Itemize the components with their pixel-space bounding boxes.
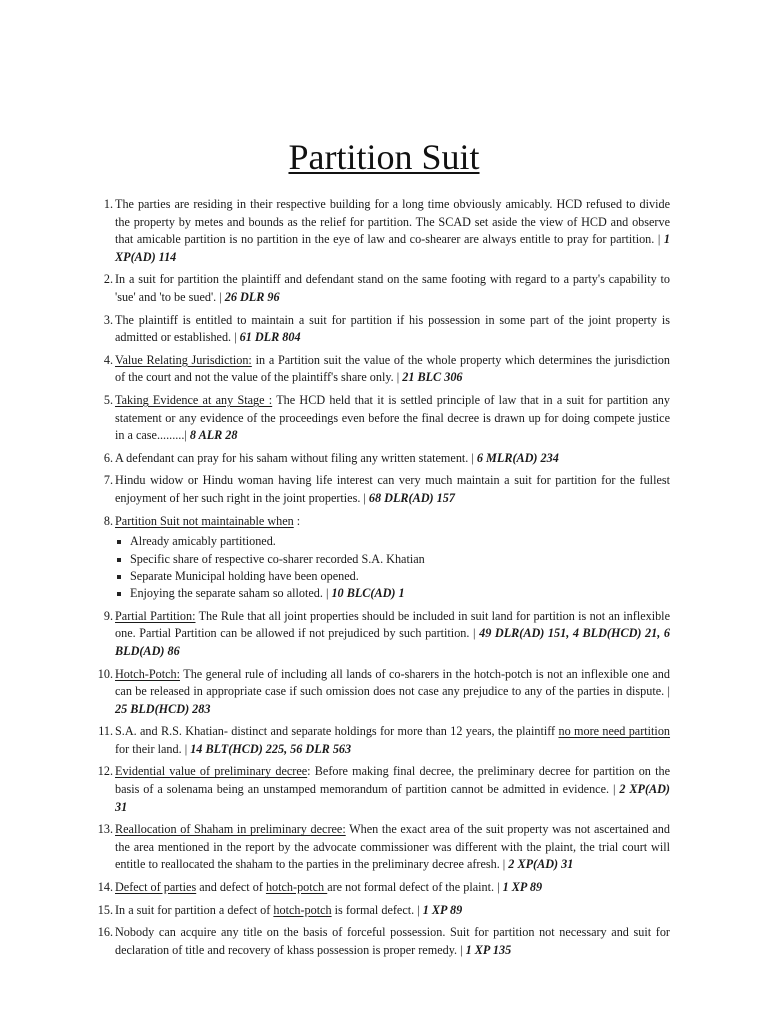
item-number: 7. [103,473,113,488]
bullet-text: Separate Municipal holding have been opened. [130,568,359,583]
case-law-list [97,196,671,964]
item-heading: Taking Evidence at any Stage : [115,392,273,407]
item-text: The Rule that all joint properties should be included in suit land for partition is not an inflexible one. Partial Partition can be allowed if not prejudiced by such partition. | [115,608,670,641]
item-number: 9. [103,608,113,623]
list-item [97,666,670,719]
list-item [97,763,670,816]
citation: 8 ALR 28 [189,428,238,443]
citation: 68 DLR(AD) 157 [368,490,455,505]
citation: 6 MLR(AD) 234 [476,450,559,465]
list-item [97,879,670,897]
list-item [103,472,670,507]
item-underlined-phrase: hotch-potch [273,902,332,917]
list-item [97,821,670,874]
list-item [97,924,670,959]
item-number: 5. [103,392,113,407]
citation: 1 XP 89 [422,902,463,917]
item-number: 10. [97,666,113,681]
item-number: 11. [98,724,113,739]
item-number: 8. [103,513,113,528]
citation: 2 XP(AD) 31 [508,857,574,872]
list-item [103,450,670,468]
list-item [103,352,670,387]
item-number: 3. [103,312,113,327]
item-number: 13. [97,822,113,837]
citation: 21 BLC 306 [402,370,463,385]
item-number: 1. [103,197,113,211]
item-number: 16. [97,925,113,940]
item-heading: Partial Partition: [115,608,196,623]
bullet-list [115,533,670,603]
bullet-text: Specific share of respective co-sharer recorded S.A. Khatian [130,551,425,566]
item-heading: Defect of parties [115,880,197,895]
bullet-item [115,568,670,585]
citation: 49 DLR(AD) 151, 4 BLD(HCD) 21, 6 BLD(AD) 86 [115,626,670,658]
list-item [103,271,670,306]
item-heading: Hotch-Potch: [115,666,180,681]
item-text-continued: for their land. | [115,741,191,756]
item-heading: Value Relating Jurisdiction: [115,352,252,367]
bullet-item [115,533,670,550]
list-item [103,196,670,266]
item-text: Nobody can acquire any title on the basis of forceful possession. Suit for partition not necessary and suit for declaration of title and recovery of khass possession is proper remedy. | [115,925,670,957]
item-text: In a suit for partition a defect of [115,902,274,917]
citation: 61 DLR 804 [239,330,301,345]
item-heading: Partition Suit not maintainable when [115,513,294,528]
citation: 26 DLR 96 [224,289,280,304]
item-number: 14. [97,880,113,895]
item-text-continued: is formal defect. | [331,902,423,917]
item-text: The general rule of including all lands of co-sharers in the hotch-potch is not an inflexible one and can be released in appropriate case if such omission does not case any prejudice to any of the parties in dispute. | [115,666,670,699]
item-number: 12. [97,764,113,779]
citation: 10 BLC(AD) 1 [331,586,405,601]
item-text-continued: are not formal defect of the plaint. | [327,880,503,895]
item-text: The parties are residing in their respective building for a long time obviously amicably. HCD refused to divide the property by metes and bounds as the relief for partition. The SCAD set aside the view of HCD and observe that amicable partition is no partition in the eye of law and co-shearer are always entitle to pray for partition. | [115,197,670,247]
citation: 2 XP(AD) 31 [115,782,670,814]
item-text: S.A. and R.S. Khatian- distinct and separate holdings for more than 12 years, the plaintiff [115,724,559,739]
item-number: 4. [103,352,113,367]
item-number: 6. [103,450,113,465]
bullet-text: Enjoying the separate saham so alloted. | [130,586,332,601]
page-title: Partition Suit [288,137,480,177]
list-item [98,723,671,758]
list-item [103,312,670,347]
list-item [97,902,670,920]
item-underlined-phrase: hotch-potch [265,880,328,895]
item-text: The HCD held that it is settled principle of law that in a suit for partition any statement or any evidence of the proceedings even before the final decree is drawn up for doing compete justice in a case.........| [115,392,670,443]
bullet-text: Already amicably partitioned. [130,534,276,549]
bullet-item [115,585,670,602]
bullet-item [115,551,670,568]
item-text: When the exact area of the suit property was not ascertained and the area mentioned in the report by the advocate commissioner was different with the plaint, the trial court will entitle to reallocated the shaham to the parties in the preliminary decree afresh. | [115,822,670,872]
citation: 1 XP 135 [465,942,512,957]
citation: 1 XP(AD) 114 [115,232,670,264]
item-text: : Before making final decree, the preliminary decree for partition on the basis of a solenama being an unstamped memorandum of partition cannot be admitted in evidence. | [115,764,670,797]
item-heading: Evidential value of preliminary decree [115,764,308,779]
citation: 1 XP 89 [502,880,543,895]
citation: 25 BLD(HCD) 283 [115,701,211,716]
item-text: A defendant can pray for his saham without filing any written statement. | [115,450,477,465]
list-item [103,513,670,603]
citation: 14 BLT(HCD) 225, 56 DLR 563 [190,741,352,756]
item-text: Hindu widow or Hindu woman having life interest can very much maintain a suit for partition for the fullest enjoyment of her such right in the joint properties. | [115,473,670,505]
item-underlined-phrase: no more need partition [558,724,671,739]
list-item [103,392,670,445]
item-number: 15. [97,902,113,917]
item-text: in a Partition suit the value of the whole property which determines the jurisdiction of the court and not the value of the plaintiff's share only. | [115,352,670,385]
item-text: : [293,513,301,528]
item-number: 2. [103,272,113,287]
item-text: In a suit for partition the plaintiff and defendant stand on the same footing with regard to a party's capability to 'sue' and 'to be sued'. | [115,272,670,304]
list-item [103,608,670,661]
item-text: and defect of [196,880,266,895]
item-heading: Reallocation of Shaham in preliminary decree: [115,822,346,837]
item-text: The plaintiff is entitled to maintain a suit for partition if his possession in some part of the joint property is admitted or established. | [115,312,670,345]
